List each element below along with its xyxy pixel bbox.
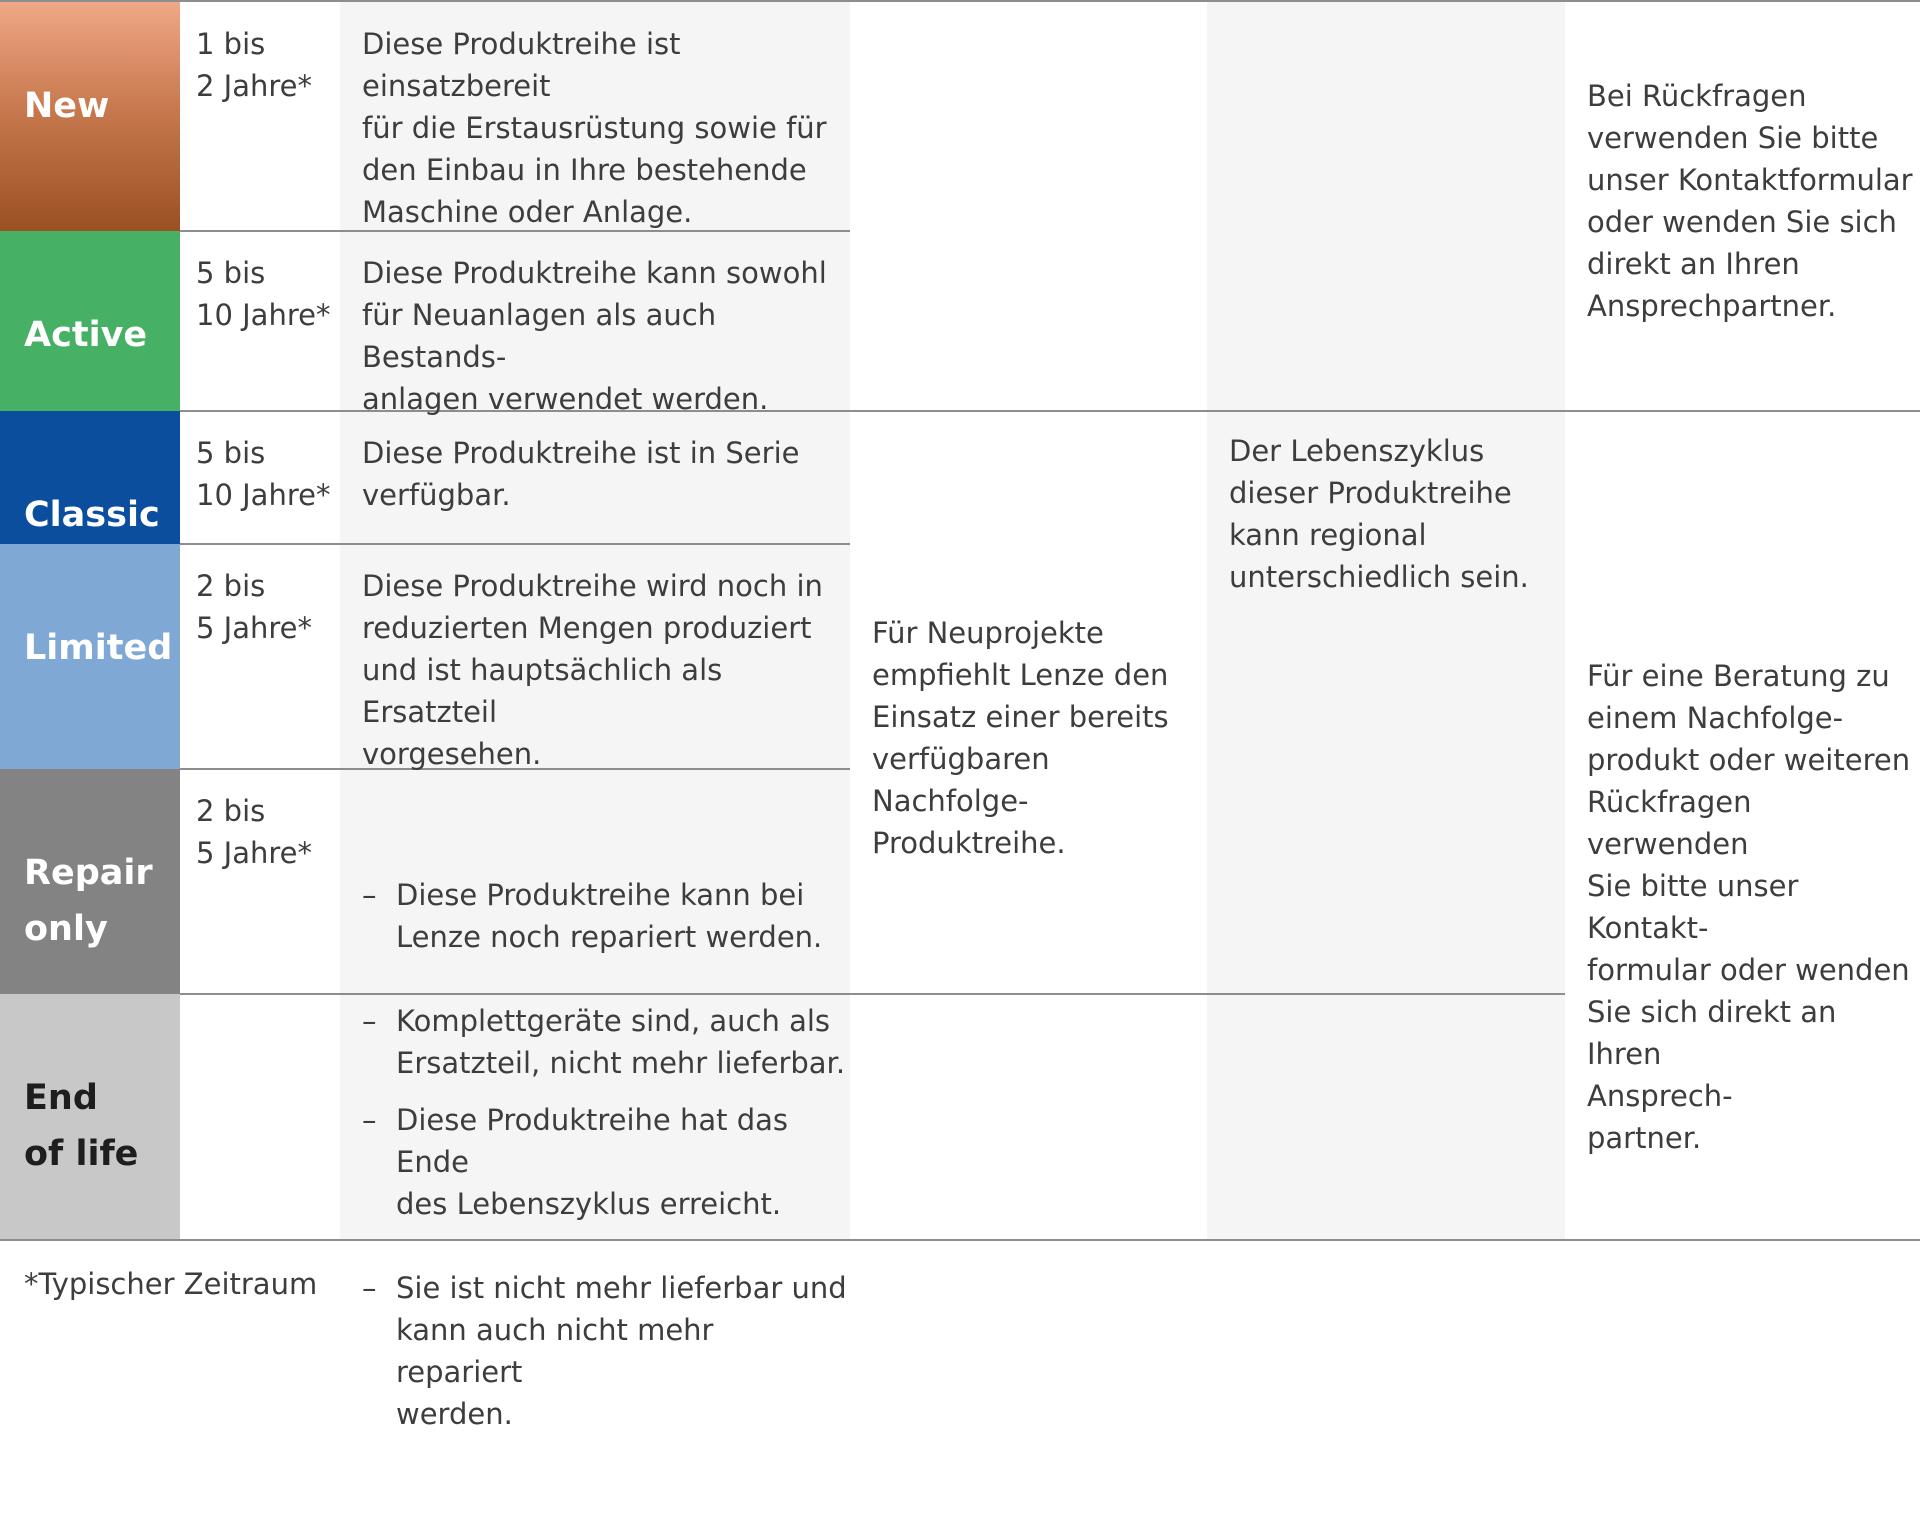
description-limited: Diese Produktreihe wird noch in reduzierten Mengen produziert und ist hauptsächlich als Ersatzteil vorgesehen. <box>362 569 823 771</box>
bullet-text: Sie ist nicht mehr lieferbar und kann auch nicht mehr repariert werden. <box>396 1271 847 1431</box>
status-label-limited: Limited <box>24 628 173 668</box>
table-bottom-border <box>0 1239 1920 1241</box>
status-label-repair-only: Repair only <box>24 853 153 949</box>
status-cell-limited <box>0 544 180 769</box>
status-cell-active <box>0 231 180 411</box>
row-separator <box>180 543 850 545</box>
list-item <box>362 1099 848 1225</box>
status-cell-end-of-life <box>0 994 180 1240</box>
footnote: *Typischer Zeitraum <box>24 1267 318 1301</box>
description-classic: Diese Produktreihe ist in Serie verfügbar. <box>362 436 800 512</box>
period-active: 5 bis 10 Jahre* <box>196 256 331 332</box>
description-active: Diese Produktreihe kann sowohl für Neuanlagen als auch Bestands- anlagen verwendet werden. <box>362 256 827 416</box>
status-label-active: Active <box>24 315 148 355</box>
status-cell-new <box>0 2 180 231</box>
dash-bullet: – <box>362 1103 377 1137</box>
period-limited: 2 bis 5 Jahre* <box>196 569 312 645</box>
bullet-text: Komplettgeräte sind, auch als Ersatzteil, nicht mehr lieferbar. <box>396 1004 846 1080</box>
status-cell-repair-only <box>0 769 180 994</box>
contact-info-bottom: Für eine Beratung zu einem Nachfolge- produkt oder weiteren Rückfragen verwenden Sie bitte unser Kontakt- formular oder wenden Sie sich direkt an Ihren Ansprech- partner. <box>1587 659 1911 1155</box>
list-item <box>362 874 848 958</box>
status-label-classic: Classic <box>24 495 160 535</box>
description-new: Diese Produktreihe ist einsatzbereit für die Erstausrüstung sowie für den Einbau in Ihre bestehende Maschine oder Anlage. <box>362 27 827 229</box>
successor-recommendation: Für Neuprojekte empfiehlt Lenze den Einsatz einer bereits verfügbaren Nachfolge- Produktreihe. <box>872 616 1169 860</box>
status-label-new: New <box>24 86 110 126</box>
status-cell-classic <box>0 411 180 544</box>
period-classic: 5 bis 10 Jahre* <box>196 436 331 512</box>
dash-bullet: – <box>362 878 377 912</box>
lifecycle-note: Der Lebenszyklus dieser Produktreihe kann regional unterschiedlich sein. <box>1229 434 1529 594</box>
dash-bullet: – <box>362 1271 377 1305</box>
period-new: 1 bis 2 Jahre* <box>196 27 312 103</box>
table-top-border <box>0 0 1920 2</box>
period-repair-only: 2 bis 5 Jahre* <box>196 794 312 870</box>
bullet-text: Diese Produktreihe kann bei Lenze noch repariert werden. <box>396 878 823 954</box>
bullet-text: Diese Produktreihe hat das Ende des Lebenszyklus erreicht. <box>396 1103 789 1221</box>
lifecycle-column-bg <box>1207 2 1565 1240</box>
contact-info-top: Bei Rückfragen verwenden Sie bitte unser Kontaktformular oder wenden Sie sich direkt an Ihren Ansprechpartner. <box>1587 79 1913 323</box>
dash-bullet: – <box>362 1004 377 1038</box>
status-label-end-of-life: End of life <box>24 1078 139 1174</box>
